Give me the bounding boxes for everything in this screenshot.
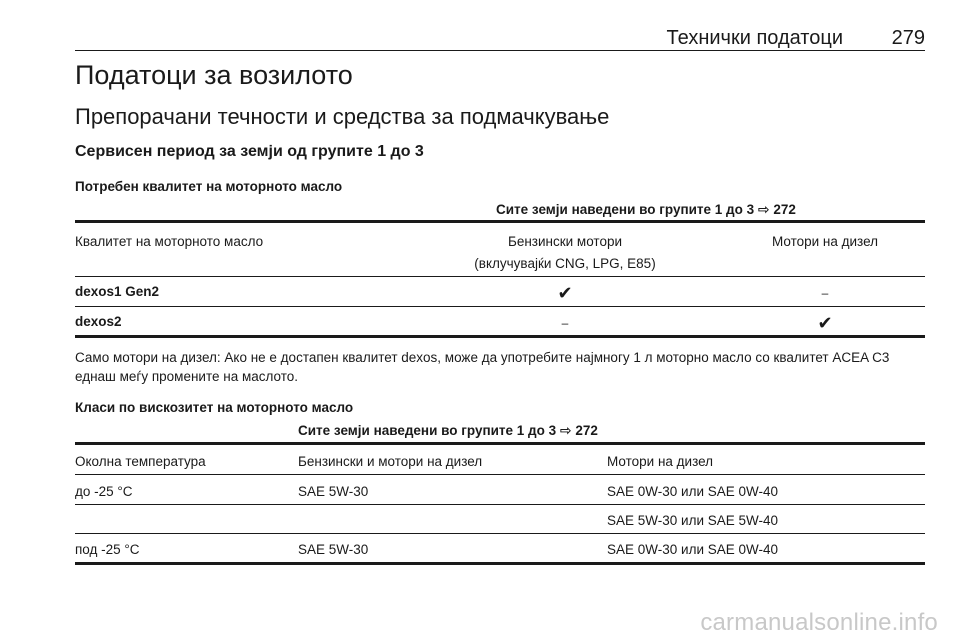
table2-row-rule	[75, 533, 925, 534]
table2-row3-temp: под -25 °C	[75, 542, 140, 557]
table2-row3-diesel: SAE 0W-30 или SAE 0W-40	[607, 542, 779, 557]
page-number: 279	[891, 27, 925, 49]
running-title: Технички податоци	[666, 27, 843, 49]
reference-arrow-icon: ⇨	[757, 201, 770, 217]
table1-top-rule	[75, 220, 925, 223]
table2-row1-petrol-diesel: SAE 5W-30	[298, 484, 369, 499]
table1-row2-quality: dexos2	[75, 314, 122, 329]
table2-header-rule	[75, 474, 925, 475]
section-title: Податоци за возилото	[75, 60, 353, 90]
diesel-note-paragraph: Само мотори на дизел: Ако не е достапен квалитет dexos, може да употребите најмногу 1 л моторно масло со квалитет ACEA C3 еднаш меѓу промените на маслото.	[75, 350, 890, 384]
watermark: carmanualsonline.info	[700, 609, 938, 636]
check-icon: ✔	[817, 313, 833, 333]
viscosity-heading: Класи по вискозитет на моторното масло	[75, 400, 354, 415]
table1-group-note: Сите земји наведени во групите 1 до 3 ⇨ 272	[496, 201, 796, 217]
table1-row2-petrol: –	[561, 316, 569, 330]
table2-bottom-rule	[75, 562, 925, 565]
table2-row1-temp: до -25 °C	[75, 484, 133, 499]
table2-col-petrol-diesel: Бензински и мотори на дизел	[298, 454, 483, 469]
table1-row-rule	[75, 306, 925, 307]
table1-bottom-rule	[75, 335, 925, 338]
table2-row1-diesel: SAE 0W-30 или SAE 0W-40	[607, 484, 779, 499]
table2-col-diesel: Мотори на дизел	[607, 454, 714, 469]
oil-quality-heading: Потребен квалитет на моторното масло	[75, 179, 343, 194]
table2-row-rule	[75, 504, 925, 505]
table1-header-rule	[75, 276, 925, 277]
viscosity-table	[75, 417, 925, 567]
table1-col-petrol: Бензински мотори	[507, 234, 623, 249]
table2-ref-link[interactable]: 272	[575, 423, 598, 438]
table2-col-temp: Околна температура	[75, 454, 206, 469]
table1-col-diesel: Мотори на дизел	[771, 234, 879, 249]
table1-row1-diesel: –	[821, 286, 829, 300]
table1-col-quality: Квалитет на моторното масло	[75, 234, 264, 249]
table1-col-petrol-subnote: (вклучувајќи CNG, LPG, E85)	[474, 256, 656, 271]
table2-row2-diesel: SAE 5W-30 или SAE 5W-40	[607, 513, 779, 528]
table1-row1-quality: dexos1 Gen2	[75, 284, 160, 299]
table2-row3-petrol-diesel: SAE 5W-30	[298, 542, 369, 557]
subsection-title: Препорачани течности и средства за подмачкување	[75, 104, 610, 129]
running-header	[75, 26, 925, 51]
check-icon: ✔	[557, 283, 573, 303]
table2-group-note: Сите земји наведени во групите 1 до 3 ⇨ 272	[298, 422, 598, 438]
service-interval-heading: Сервисен период за земји од групите 1 до 3	[75, 143, 424, 160]
table1-ref-link[interactable]: 272	[773, 202, 796, 217]
reference-arrow-icon: ⇨	[559, 422, 572, 438]
oil-quality-table	[75, 196, 925, 341]
table2-top-rule	[75, 442, 925, 445]
